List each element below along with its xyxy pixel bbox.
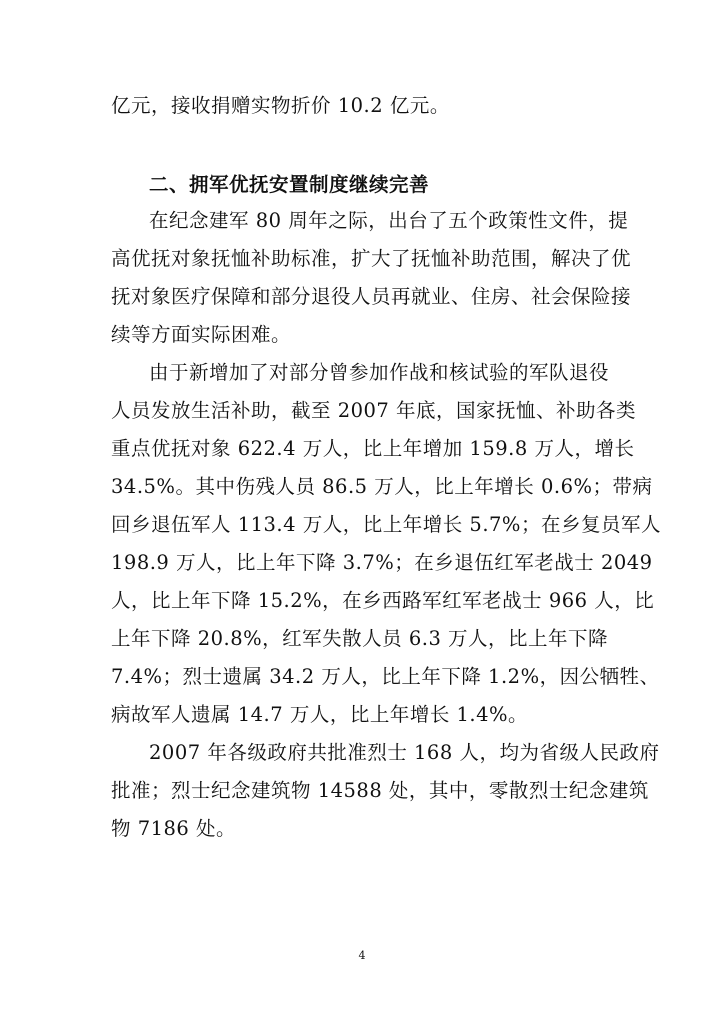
paragraph-line: 在纪念建军 80 周年之际，出台了五个政策性文件，提 bbox=[149, 209, 629, 232]
paragraph-line: 人，比上年下降 15.2%，在乡西路军红军老战士 966 人，比 bbox=[111, 589, 655, 612]
paragraph-line: 重点优抚对象 622.4 万人，比上年增加 159.8 万人，增长 bbox=[111, 437, 635, 460]
paragraph-line: 抚对象医疗保障和部分退役人员再就业、住房、社会保险接 bbox=[111, 285, 632, 308]
paragraph-line: 2007 年各级政府共批准烈士 168 人，均为省级人民政府 bbox=[149, 741, 660, 764]
paragraph-line: 198.9 万人，比上年下降 3.7%；在乡退伍红军老战士 2049 bbox=[111, 551, 653, 574]
paragraph-line: 物 7186 处。 bbox=[111, 817, 237, 840]
paragraph-line: 上年下降 20.8%，红军失散人员 6.3 万人，比上年下降 bbox=[111, 627, 609, 650]
paragraph-line: 回乡退伍军人 113.4 万人，比上年增长 5.7%；在乡复员军人 bbox=[111, 513, 661, 536]
paragraph-line: 由于新增加了对部分曾参加作战和核试验的军队退役 bbox=[149, 361, 610, 384]
paragraph-line: 亿元，接收捐赠实物折价 10.2 亿元。 bbox=[111, 94, 450, 117]
paragraph-line: 高优抚对象抚恤补助标准，扩大了抚恤补助范围，解决了优 bbox=[111, 247, 632, 270]
paragraph-line: 34.5%。其中伤残人员 86.5 万人，比上年增长 0.6%；带病 bbox=[111, 475, 653, 498]
paragraph-line: 续等方面实际困难。 bbox=[111, 323, 292, 346]
paragraph-line: 7.4%；烈士遗属 34.2 万人，比上年下降 1.2%，因公牺牲、 bbox=[111, 665, 660, 688]
page-number: 4 bbox=[358, 949, 366, 962]
paragraph-line: 批准；烈士纪念建筑物 14588 处，其中，零散烈士纪念建筑 bbox=[111, 779, 649, 802]
paragraph-line: 人员发放生活补助，截至 2007 年底，国家抚恤、补助各类 bbox=[111, 399, 637, 422]
section-heading: 二、拥军优抚安置制度继续完善 bbox=[149, 173, 430, 196]
paragraph-line: 病故军人遗属 14.7 万人，比上年增长 1.4%。 bbox=[111, 703, 529, 726]
